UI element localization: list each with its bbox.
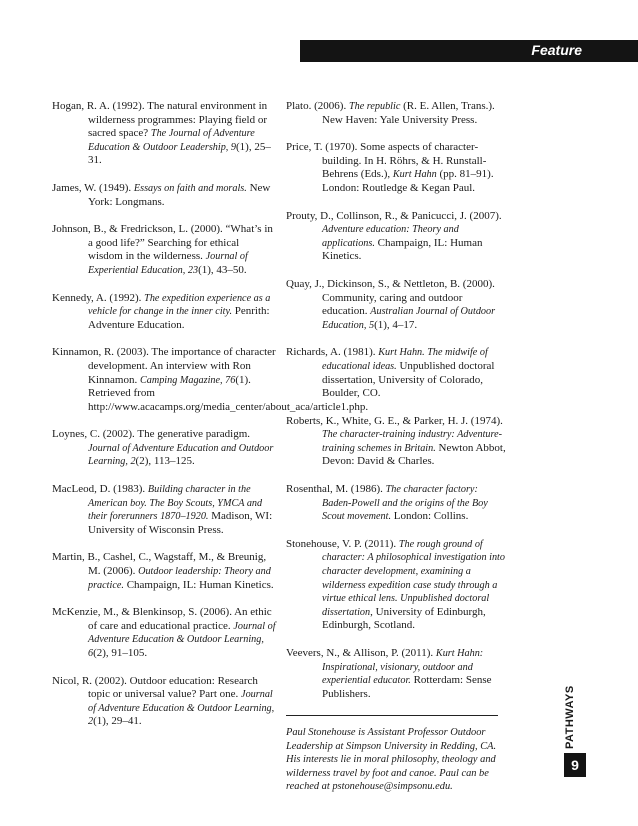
reference-text: MacLeod, D. (1983). <box>52 483 148 496</box>
reference-text: (R. E. Allen, Trans.). New Haven: Yale University Press. <box>322 100 495 126</box>
reference-text: New York: Longmans. <box>88 181 271 208</box>
reference-text: Madison, WI: University of Wisconsin Press. <box>88 510 273 536</box>
reference-text: Stonehouse, V. P. (2011). <box>286 537 399 550</box>
reference-text: London: Collins. <box>391 510 469 523</box>
reference-entry <box>286 278 506 332</box>
section-label: Feature <box>531 42 582 58</box>
reference-text: McKenzie, M., & Blenkinsop, S. (2006). An ethic of care and educational practice. <box>52 606 272 632</box>
reference-text: Champaign, IL: Human Kinetics. <box>123 578 274 591</box>
reference-text: Champaign, IL: Human Kinetics. <box>322 236 483 263</box>
reference-entry <box>286 483 506 524</box>
reference-entry <box>52 182 276 209</box>
reference-title: The rough ground of character: A philosophical investigation into character development, examining a wilderness expedition case study through a virtue ethical lens. Unpublished doctoral dissertation <box>322 538 505 618</box>
reference-text: Quay, J., Dickinson, S., & Nettleton, B. (2000). Community, caring and outdoor education. <box>286 277 495 318</box>
reference-title: The expedition experience as a vehicle for change in the inner city. <box>88 292 271 318</box>
reference-text: Kinnamon, R. (2003). The importance of character development. An interview with Ron Kinnamon. <box>52 346 276 386</box>
reference-title: Journal of Adventure Education and Outdoor Learning, 2 <box>88 442 274 468</box>
reference-text: (1), 25–31. <box>88 140 271 167</box>
section-header-bar <box>300 40 638 62</box>
reference-entry <box>286 538 506 633</box>
reference-title: The character-training industry: Adventure-training schemes in Britain. <box>322 429 503 454</box>
reference-title: The character factory: Baden-Powell and the origins of the Boy Scout movement. <box>322 484 488 523</box>
reference-entry <box>52 428 276 469</box>
reference-text: (1), 4–17. <box>374 318 418 331</box>
references-right-list <box>286 100 506 701</box>
page-number: 9 <box>564 753 586 777</box>
bio-divider <box>286 715 498 716</box>
reference-text: Rosenthal, M. (1986). <box>286 483 386 496</box>
reference-text: , University of Edinburgh, Edinburgh, Scotland. <box>322 605 486 632</box>
reference-text: Johnson, B., & Fredrickson, L. (2000). “What’s in a good life?” Searching for ethical wisdom in the wilderness. <box>52 223 273 263</box>
reference-text: Unpublished doctoral dissertation, University of Colorado, Boulder, CO. <box>322 359 495 400</box>
reference-entry <box>52 292 276 333</box>
reference-text: Loynes, C. (2002). The generative paradigm. <box>52 428 251 441</box>
reference-text: (1), 29–41. <box>93 715 142 728</box>
reference-text: Richards, A. (1981). <box>286 346 379 359</box>
reference-title: The republic <box>348 101 401 112</box>
reference-entry <box>52 675 276 729</box>
reference-text: Veevers, N., & Allison, P. (2011). <box>286 647 436 659</box>
reference-entry <box>286 141 506 195</box>
reference-text: Prouty, D., Collinson, R., & Panicucci, J. (2007). <box>286 209 502 222</box>
reference-title: Camping Magazine, 76 <box>139 374 236 386</box>
reference-entry <box>52 223 276 277</box>
author-bio: Paul Stonehouse is Assistant Professor Outdoor Leadership at Simpson University in Redding, CA. His interests lie in moral philosophy, theology and wilderness travel by foot and canoe. Paul can be reached at pstonehouse@simpsonu.edu. <box>286 727 497 792</box>
reference-text: Rotterdam: Sense Publishers. <box>322 674 492 700</box>
reference-text: Price, T. (1970). Some aspects of character-building. In H. Röhrs, & H. Runstall-Behrens (Eds.), <box>286 141 487 181</box>
reference-text: (pp. 81–91). London: Routledge & Kegan Paul. <box>322 168 494 194</box>
reference-text: Newton Abbot, Devon: David & Charles. <box>322 441 506 468</box>
reference-entry <box>52 483 276 537</box>
journal-name: PATHWAYS <box>564 685 576 749</box>
reference-title: Building character in the American boy. The Boy Scouts, YMCA and their forerunners 1870–1920. <box>88 484 263 523</box>
reference-text: (2), 113–125. <box>135 455 195 468</box>
reference-title: Kurt Hahn. The midwife of educational ideas. <box>322 347 488 372</box>
reference-title: Essays on faith and morals. <box>133 182 247 194</box>
reference-text: Penrith: Adventure Education. <box>88 305 270 331</box>
reference-title: Kurt Hahn: Inspirational, visionary, outdoor and experiential educator. <box>322 648 484 687</box>
reference-entry <box>286 647 506 701</box>
reference-title: Journal of Adventure Education & Outdoor Learning, 2 <box>88 689 275 728</box>
reference-title: Outdoor leadership: Theory and practice. <box>88 566 271 591</box>
reference-text: Plato. (2006). <box>286 100 349 112</box>
reference-text: James, W. (1949). <box>52 181 134 194</box>
reference-entry <box>286 346 506 400</box>
reference-entry <box>52 606 276 660</box>
reference-entry <box>286 415 506 469</box>
reference-text: (2), 91–105. <box>93 647 148 659</box>
reference-title: Journal of Adventure Education & Outdoor Learning, 6 <box>88 620 276 659</box>
reference-title: The Journal of Adventure Education & Outdoor Leadership, 9 <box>88 128 255 153</box>
reference-text: Martin, B., Cashel, C., Wagstaff, M., & Breunig, M. (2006). <box>52 551 267 578</box>
reference-entry <box>286 100 506 127</box>
reference-entry <box>286 210 506 264</box>
reference-text: Kennedy, A. (1992). <box>52 291 145 304</box>
reference-text: Hogan, R. A. (1992). The natural environment in wilderness programmes: Playing field or sacred space? <box>52 100 268 140</box>
reference-text: (1), 43–50. <box>198 263 247 276</box>
reference-text: Roberts, K., White, G. E., & Parker, H. J. (1974). <box>286 414 503 427</box>
reference-title: Journal of Experiential Education, 23 <box>88 251 248 276</box>
reference-title: Adventure education: Theory and applications. <box>322 224 459 249</box>
reference-text: (1). Retrieved from http://www.acacamps.org/media_center/about_aca/article1.php. <box>88 373 369 413</box>
reference-title: Kurt Hahn <box>392 169 437 181</box>
reference-entry <box>52 100 276 168</box>
reference-entry <box>52 551 276 592</box>
references-right-column <box>286 100 506 793</box>
reference-text: Nicol, R. (2002). Outdoor education: Research topic or universal value? Part one. <box>52 674 258 701</box>
reference-title: Australian Journal of Outdoor Education, 5 <box>322 306 496 331</box>
